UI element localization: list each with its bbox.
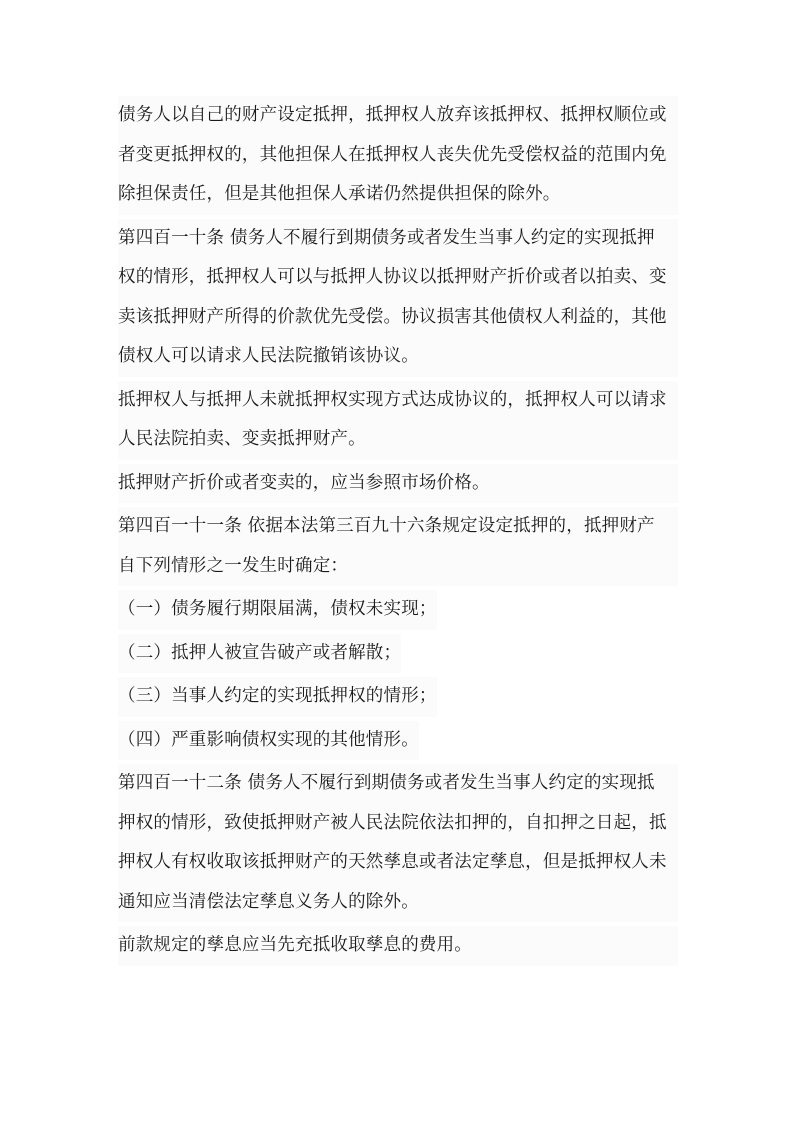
text-line: 抵押财产折价或者变卖的，应当参照市场价格。: [118, 464, 678, 504]
text-line: （三）当事人约定的实现抵押权的情形；: [118, 677, 437, 717]
list-item-1: [118, 590, 678, 630]
text-line: 第四百一十条 债务人不履行到期债务或者发生当事人约定的实现抵押: [118, 219, 678, 259]
text-line: 自下列情形之一发生时确定：: [118, 547, 678, 587]
text-line: 债务人以自己的财产设定抵押，抵押权人放弃该抵押权、抵押权顺位或: [118, 96, 678, 136]
paragraph-mortgage-waiver: [118, 96, 678, 215]
text-line: 除担保责任，但是其他担保人承诺仍然提供担保的除外。: [118, 175, 678, 215]
text-line: 债权人可以请求人民法院撤销该协议。: [118, 337, 678, 377]
text-line: 押权人有权收取该抵押财产的天然孳息或者法定孳息，但是抵押权人未: [118, 843, 678, 883]
text-line: 第四百一十一条 依据本法第三百九十六条规定设定抵押的，抵押财产: [118, 507, 678, 547]
text-line: （二）抵押人被宣告破产或者解散；: [118, 634, 401, 674]
text-line: 人民法院拍卖、变卖抵押财产。: [118, 420, 678, 460]
article-410: [118, 219, 678, 377]
text-line: （四）严重影响债权实现的其他情形。: [118, 721, 419, 761]
text-line: 抵押权人与抵押人未就抵押权实现方式达成协议的，抵押权人可以请求: [118, 381, 678, 421]
article-412: [118, 764, 678, 922]
text-line: （一）债务履行期限届满，债权未实现；: [118, 590, 437, 630]
text-line: 第四百一十二条 债务人不履行到期债务或者发生当事人约定的实现抵: [118, 764, 678, 804]
list-item-3: [118, 677, 678, 717]
article-411: [118, 507, 678, 586]
text-line: 者变更抵押权的，其他担保人在抵押权人丧失优先受偿权益的范围内免: [118, 136, 678, 176]
text-line: 押权的情形，致使抵押财产被人民法院依法扣押的，自扣押之日起，抵: [118, 804, 678, 844]
paragraph-no-agreement: [118, 381, 678, 460]
text-line: 通知应当清偿法定孳息义务人的除外。: [118, 883, 678, 923]
document-body: [118, 96, 678, 970]
paragraph-fruits-expenses: [118, 926, 678, 966]
text-line: 卖该抵押财产所得的价款优先受偿。协议损害其他债权人利益的，其他: [118, 298, 678, 338]
text-line: 权的情形，抵押权人可以与抵押人协议以抵押财产折价或者以拍卖、变: [118, 258, 678, 298]
paragraph-market-price: [118, 464, 678, 504]
list-item-2: [118, 634, 678, 674]
list-item-4: [118, 721, 678, 761]
text-line: 前款规定的孳息应当先充抵收取孳息的费用。: [118, 926, 678, 966]
